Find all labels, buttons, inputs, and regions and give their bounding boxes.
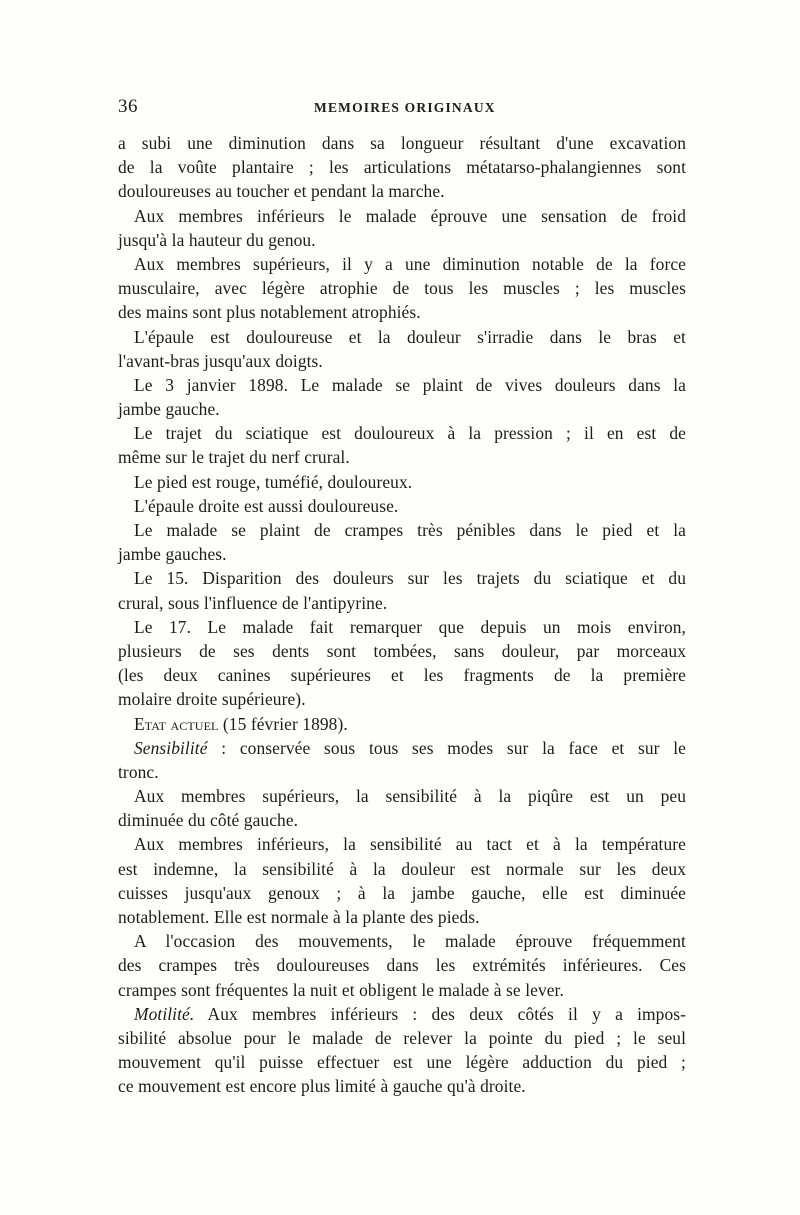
text-line: L'épaule droite est aussi douloureuse. (134, 495, 399, 516)
text-line: des mains sont plus notablement atrophiés. (118, 302, 421, 323)
text-line: jambe gauches. (118, 544, 227, 565)
text-line: des crampes très douloureuses dans les extrémités inférieures. Ces (118, 955, 686, 976)
text-line: Aux membres inférieurs, la sensibilité au tact et à la température (134, 834, 686, 855)
text-line: molaire droite supérieure). (118, 689, 306, 710)
text-line: Aux membres supérieurs, la sensibilité à la piqûre est un peu (134, 786, 686, 807)
text-line: de la voûte plantaire ; les articulations métatarso-phalangiennes sont (118, 157, 686, 178)
page-header (118, 96, 686, 126)
subheading-sensibilite: Sensibilité (134, 737, 208, 758)
text-line: douloureuses au toucher et pendant la marche. (118, 181, 445, 202)
page-number: 36 (118, 96, 138, 117)
text-line: Le trajet du sciatique est douloureux à la pression ; il en est de (134, 423, 686, 444)
text-line: jusqu'à la hauteur du genou. (118, 229, 316, 250)
text-line: Motilité. Aux membres inférieurs : des deux côtés il y a impos- (134, 1003, 686, 1024)
text-line: l'avant-bras jusqu'aux doigts. (118, 350, 323, 371)
text-line: Le 17. Le malade fait remarquer que depuis un mois environ, (134, 616, 686, 637)
text-line: musculaire, avec légère atrophie de tous les muscles ; les muscles (118, 278, 686, 299)
text-line: plusieurs de ses dents sont tombées, sans douleur, par morceaux (118, 640, 686, 661)
text-line: Le 15. Disparition des douleurs sur les trajets du sciatique et du (134, 568, 686, 589)
text-line: notablement. Elle est normale à la plante des pieds. (118, 907, 480, 927)
text-line: crural, sous l'influence de l'antipyrine. (118, 592, 388, 613)
text-line: Aux membres supérieurs, il y a une diminution notable de la force (134, 253, 686, 274)
subheading-motilite: Motilité. (134, 1003, 195, 1024)
text-line: Le pied est rouge, tuméfié, douloureux. (134, 471, 413, 492)
text-line: mouvement qu'il puisse effectuer est une légère adduction du pied ; (118, 1052, 686, 1073)
body-text (118, 131, 686, 1099)
text-line: ce mouvement est encore plus limité à gauche qu'à droite. (118, 1076, 526, 1097)
text-line: jambe gauche. (118, 399, 220, 420)
text-line: Le malade se plaint de crampes très pénibles dans le pied et la (134, 520, 686, 540)
text-line: a subi une diminution dans sa longueur résultant d'une excavation (118, 133, 686, 153)
text-line: (les deux canines supérieures et les fragments de la première (118, 665, 686, 686)
running-title: MEMOIRES ORIGINAUX (314, 100, 496, 115)
text-line: cuisses jusqu'aux genoux ; à la jambe gauche, elle est diminuée (118, 882, 686, 903)
text-line: est indemne, la sensibilité à la douleur est normale sur les deux (118, 858, 686, 879)
text-line: A l'occasion des mouvements, le malade éprouve fréquemment (134, 931, 686, 952)
text-line: sibilité absolue pour le malade de relever la pointe du pied ; le seul (118, 1027, 686, 1048)
text-line: tronc. (118, 761, 159, 782)
text-line: Le 3 janvier 1898. Le malade se plaint de vives douleurs dans la (134, 374, 686, 395)
text-line: L'épaule est douloureuse et la douleur s'irradie dans le bras et (134, 326, 686, 347)
text-line: diminuée du côté gauche. (118, 810, 299, 831)
text-line: Aux membres inférieurs le malade éprouve une sensation de froid (134, 205, 686, 226)
text-line: même sur le trajet du nerf crural. (118, 447, 350, 468)
section-heading-line: Etat actuel (15 février 1898). (134, 713, 348, 734)
text-line: Sensibilité : conservée sous tous ses modes sur la face et sur le (134, 737, 686, 758)
section-heading: Etat actuel (134, 713, 219, 734)
text-line: crampes sont fréquentes la nuit et obligent le malade à se lever. (118, 979, 564, 1000)
